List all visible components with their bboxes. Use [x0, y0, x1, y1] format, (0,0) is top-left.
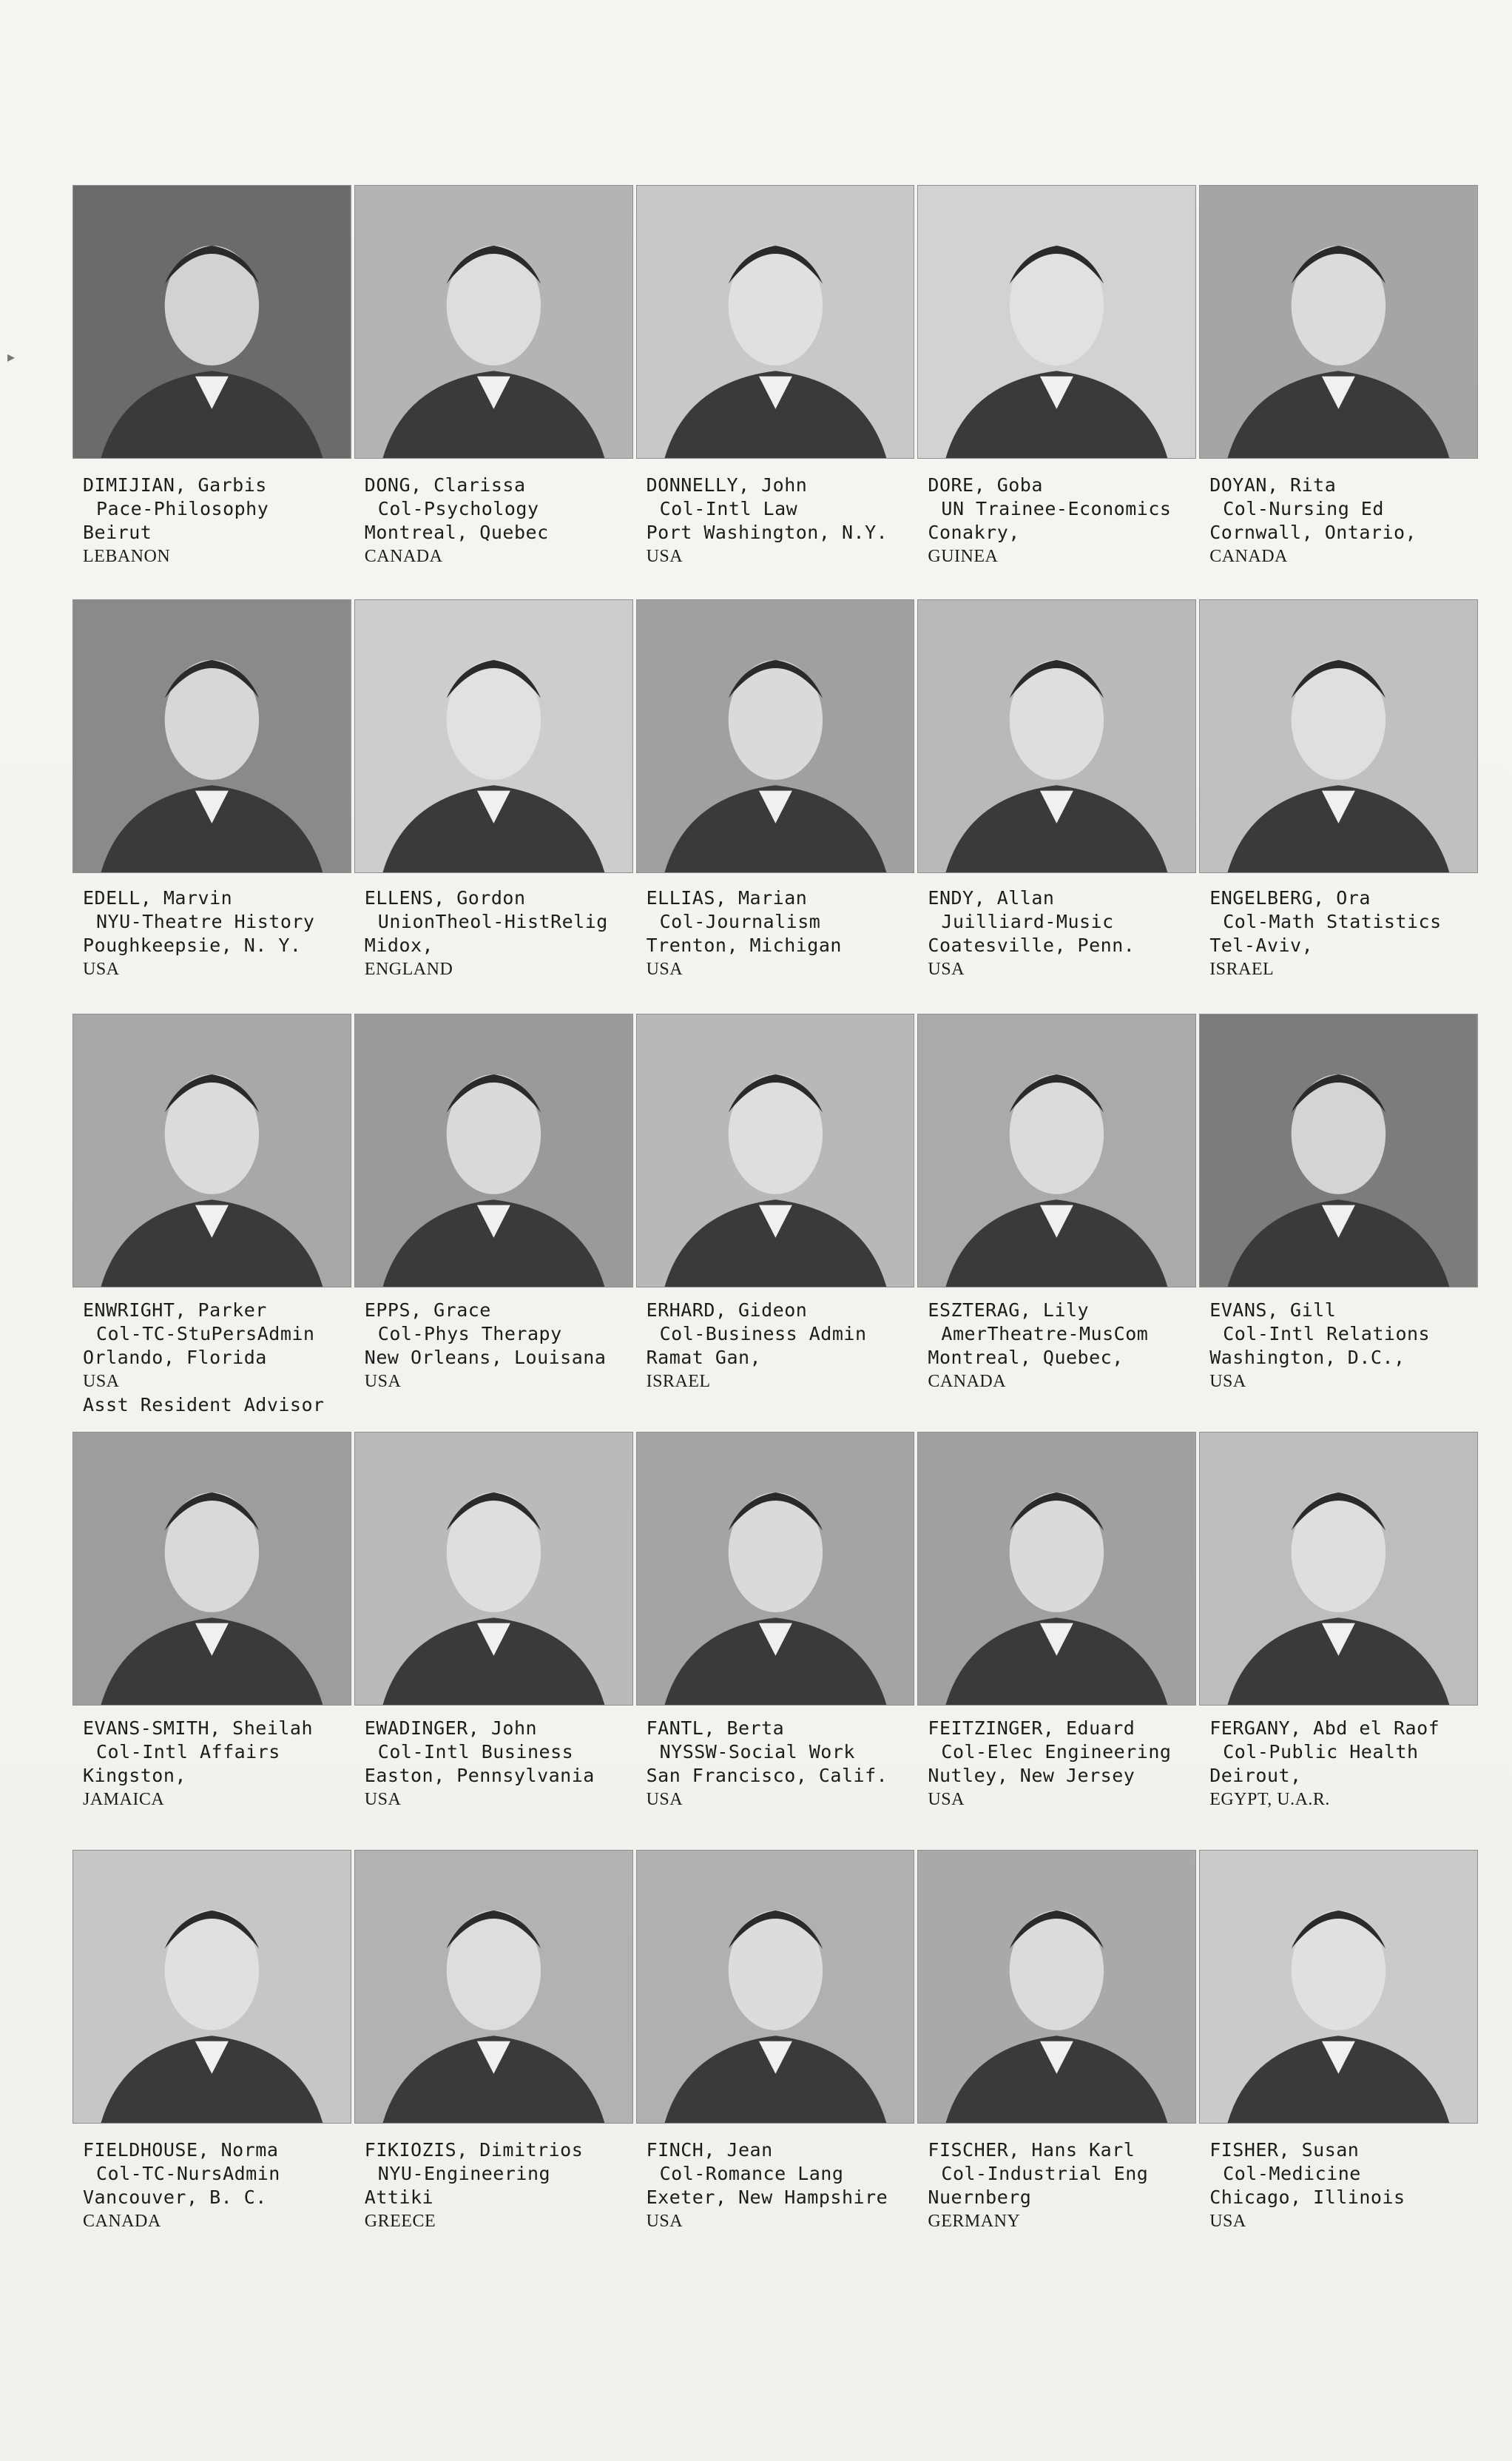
person-caption [354, 474, 633, 568]
person-country: USA [646, 960, 684, 979]
portrait-photo [1199, 1850, 1478, 2124]
person-name: ELLIAS, Marian [646, 887, 808, 909]
person-name: DORE, Goba [928, 474, 1043, 496]
portrait-photo [1199, 599, 1478, 873]
person-country: CANADA [83, 2212, 161, 2231]
person-city: Attiki [364, 2186, 434, 2208]
person-country: USA [1209, 2212, 1246, 2231]
person-city: Exeter, New Hampshire [646, 2186, 888, 2208]
person-caption [354, 2138, 633, 2233]
portrait-photo [72, 599, 351, 873]
person-city: Nutley, New Jersey [928, 1765, 1135, 1786]
margin-mark: ▸ [7, 348, 16, 366]
person-country: USA [364, 1372, 402, 1391]
portrait-photo [636, 599, 915, 873]
person-city: Vancouver, B. C. [83, 2186, 267, 2208]
person-program: Col-Romance Lang [659, 2163, 844, 2184]
person-name: DOYAN, Rita [1209, 474, 1337, 496]
person-name: FANTL, Berta [646, 1717, 785, 1739]
photo-row [72, 1014, 1478, 1286]
person-city: Deirout, [1209, 1765, 1302, 1786]
person-country: USA [646, 2212, 684, 2231]
portrait-photo [72, 1432, 351, 1706]
person-program: Juilliard-Music [941, 911, 1114, 932]
person-name: FINCH, Jean [646, 2139, 773, 2161]
person-caption [72, 474, 351, 568]
person-program: Col-Intl Law [659, 498, 798, 519]
person-caption [354, 1717, 633, 1811]
person-country: CANADA [364, 547, 443, 566]
person-city: Conakry, [928, 522, 1020, 543]
person-caption [1199, 1299, 1478, 1417]
person-name: FIKIOZIS, Dimitrios [364, 2139, 584, 2161]
person-city: Poughkeepsie, N. Y. [83, 935, 302, 956]
person-name: EDELL, Marvin [83, 887, 233, 909]
person-name: DONNELLY, John [646, 474, 808, 496]
caption-row [72, 1299, 1478, 1417]
person-caption [917, 2138, 1196, 2233]
photo-row [72, 1850, 1478, 2122]
person-country: GREECE [364, 2212, 436, 2231]
person-city: Coatesville, Penn. [928, 935, 1135, 956]
person-program: Col-Elec Engineering [941, 1741, 1172, 1763]
person-caption [1199, 2138, 1478, 2233]
person-country: EGYPT, U.A.R. [1209, 1790, 1330, 1809]
person-caption [1199, 886, 1478, 981]
portrait-photo [354, 1014, 633, 1287]
person-city: San Francisco, Calif. [646, 1765, 888, 1786]
person-name: ESZTERAG, Lily [928, 1299, 1090, 1321]
person-country: GERMANY [928, 2212, 1021, 2231]
person-caption [917, 1717, 1196, 1811]
portrait-photo [917, 1850, 1196, 2124]
person-program: Col-Nursing Ed [1223, 498, 1384, 519]
person-country: CANADA [928, 1372, 1007, 1391]
person-caption [636, 474, 915, 568]
person-caption [1199, 474, 1478, 568]
person-country: ENGLAND [364, 960, 453, 979]
caption-row [72, 474, 1478, 568]
portrait-photo [917, 1432, 1196, 1706]
portrait-photo [636, 1432, 915, 1706]
person-program: Col-Public Health [1223, 1741, 1419, 1763]
person-city: Orlando, Florida [83, 1347, 267, 1368]
person-caption [636, 1299, 915, 1417]
person-caption [917, 886, 1196, 981]
person-caption [72, 886, 351, 981]
person-country: USA [646, 1790, 684, 1809]
person-caption [72, 1299, 351, 1417]
person-name: DONG, Clarissa [364, 474, 526, 496]
person-city: New Orleans, Louisana [364, 1347, 607, 1368]
person-program: NYU-Engineering [377, 2163, 551, 2184]
portrait-photo [354, 185, 633, 459]
person-program: Col-TC-NursAdmin [96, 2163, 280, 2184]
portrait-photo [354, 1850, 633, 2124]
caption-row [72, 886, 1478, 981]
person-city: Trenton, Michigan [646, 935, 842, 956]
photo-row [72, 1432, 1478, 1704]
portrait-photo [1199, 1432, 1478, 1706]
person-caption [72, 2138, 351, 2233]
person-program: Col-Industrial Eng [941, 2163, 1149, 2184]
person-caption [1199, 1717, 1478, 1811]
person-program: Pace-Philosophy [96, 498, 269, 519]
portrait-photo [917, 1014, 1196, 1287]
person-country: ISRAEL [1209, 960, 1275, 979]
person-name: FERGANY, Abd el Raof [1209, 1717, 1440, 1739]
person-country: USA [646, 547, 684, 566]
portrait-photo [72, 1014, 351, 1287]
person-caption [354, 886, 633, 981]
portrait-photo [72, 185, 351, 459]
person-country: USA [83, 960, 120, 979]
person-caption [354, 1299, 633, 1417]
person-city: Midox, [364, 935, 434, 956]
person-country: USA [83, 1372, 120, 1391]
person-name: ENDY, Allan [928, 887, 1055, 909]
person-country: GUINEA [928, 547, 999, 566]
person-program: AmerTheatre-MusCom [941, 1323, 1149, 1344]
person-city: Montreal, Quebec, [928, 1347, 1124, 1368]
person-city: Ramat Gan, [646, 1347, 762, 1368]
person-name: ELLENS, Gordon [364, 887, 526, 909]
portrait-photo [72, 1850, 351, 2124]
portrait-photo [354, 599, 633, 873]
person-city: Cornwall, Ontario, [1209, 522, 1417, 543]
person-program: NYU-Theatre History [96, 911, 315, 932]
portrait-photo [636, 185, 915, 459]
person-country: USA [928, 1790, 965, 1809]
portrait-photo [636, 1850, 915, 2124]
person-program: UN Trainee-Economics [941, 498, 1172, 519]
person-caption [917, 474, 1196, 568]
person-country: LEBANON [83, 547, 171, 566]
caption-row [72, 1717, 1478, 1811]
person-program: Col-Intl Affairs [96, 1741, 280, 1763]
person-program: Col-Journalism [659, 911, 821, 932]
person-program: Col-Math Statistics [1223, 911, 1442, 932]
person-city: Port Washington, N.Y. [646, 522, 888, 543]
person-program: Col-Intl Relations [1223, 1323, 1431, 1344]
person-country: ISRAEL [646, 1372, 711, 1391]
person-name: EPPS, Grace [364, 1299, 491, 1321]
person-country: USA [928, 960, 965, 979]
person-country: JAMAICA [83, 1790, 165, 1809]
person-program: Col-TC-StuPersAdmin [96, 1323, 315, 1344]
person-caption [917, 1299, 1196, 1417]
person-program: Col-Business Admin [659, 1323, 867, 1344]
portrait-photo [917, 599, 1196, 873]
photo-row [72, 599, 1478, 872]
photo-row [72, 185, 1478, 457]
person-name: EWADINGER, John [364, 1717, 538, 1739]
person-note: Asst Resident Advisor [83, 1394, 325, 1415]
person-caption [636, 886, 915, 981]
person-name: FISHER, Susan [1209, 2139, 1360, 2161]
person-caption [72, 1717, 351, 1811]
person-name: FIELDHOUSE, Norma [83, 2139, 279, 2161]
person-name: DIMIJIAN, Garbis [83, 474, 267, 496]
person-city: Nuernberg [928, 2186, 1032, 2208]
person-city: Montreal, Quebec [364, 522, 549, 543]
person-city: Kingston, [83, 1765, 186, 1786]
person-name: ENWRIGHT, Parker [83, 1299, 267, 1321]
portrait-photo [917, 185, 1196, 459]
person-country: USA [1209, 1372, 1246, 1391]
person-country: USA [364, 1790, 402, 1809]
person-city: Chicago, Illinois [1209, 2186, 1405, 2208]
portrait-photo [354, 1432, 633, 1706]
person-name: ENGELBERG, Ora [1209, 887, 1371, 909]
person-country: CANADA [1209, 547, 1288, 566]
person-name: EVANS-SMITH, Sheilah [83, 1717, 314, 1739]
person-name: FISCHER, Hans Karl [928, 2139, 1135, 2161]
person-city: Washington, D.C., [1209, 1347, 1405, 1368]
caption-row [72, 2138, 1478, 2233]
person-caption [636, 2138, 915, 2233]
person-name: EVANS, Gill [1209, 1299, 1337, 1321]
portrait-photo [636, 1014, 915, 1287]
portrait-photo [1199, 1014, 1478, 1287]
person-city: Easton, Pennsylvania [364, 1765, 595, 1786]
portrait-photo [1199, 185, 1478, 459]
person-name: FEITZINGER, Eduard [928, 1717, 1135, 1739]
person-program: Col-Intl Business [377, 1741, 574, 1763]
person-program: Col-Phys Therapy [377, 1323, 562, 1344]
person-program: Col-Psychology [377, 498, 539, 519]
person-program: Col-Medicine [1223, 2163, 1361, 2184]
person-caption [636, 1717, 915, 1811]
person-city: Tel-Aviv, [1209, 935, 1314, 956]
person-city: Beirut [83, 522, 152, 543]
person-program: UnionTheol-HistRelig [377, 911, 608, 932]
person-name: ERHARD, Gideon [646, 1299, 808, 1321]
person-program: NYSSW-Social Work [659, 1741, 855, 1763]
